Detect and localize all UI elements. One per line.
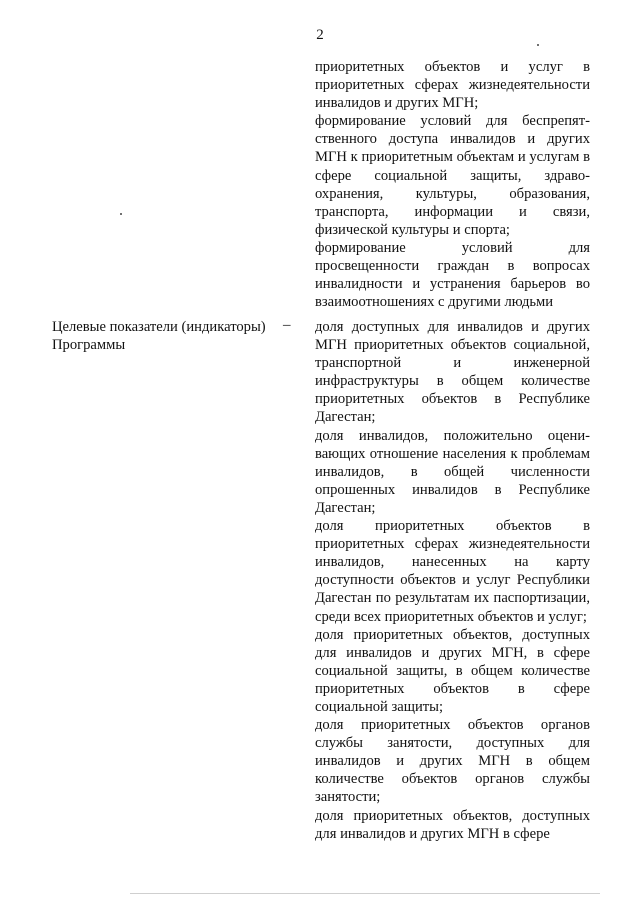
scan-speck [537, 44, 539, 46]
paragraph: доля доступных для инвалидов и других МГН приоритетных объектов социальной, транспортной и инженерной инфраструктуры в общем количестве приоритетных объектов в Республике Дагестан; [315, 319, 590, 426]
scan-edge-line [130, 893, 600, 894]
paragraph: формирование условий для беспрепят-ственного доступа инвалидов и других МГН к приоритетным объектам и услугам в сфере социальной защиты, здраво-охранения, культуры, образования, транспорта, информации и связи, физической культуры и спорта; [315, 113, 590, 238]
paragraph: доля приоритетных объектов в приоритетных сферах жизнедеятельности инвалидов, нанесенных на карту доступности объектов и услуг Республики Дагестан по результатам их паспортизации, среди всех приоритетных объектов и услуг; [315, 518, 590, 625]
page-number: 2 [316, 27, 324, 43]
paragraph: приоритетных объектов и услуг в приоритетных сферах жизнедеятельности инвалидов и других МГН; [315, 59, 590, 112]
section-dash: – [283, 317, 291, 333]
indicators-label: Целевые показатели (индикаторы) Программы [52, 319, 266, 354]
paragraph: доля приоритетных объектов, доступных для инвалидов и других МГН в сфере [315, 807, 590, 842]
indicators-block [315, 318, 590, 843]
goals-continued-block [315, 58, 590, 311]
paragraph: доля приоритетных объектов, доступных для инвалидов и других МГН, в сфере социальной защиты, в общем количестве приоритетных объектов в сфере социальной защиты; [315, 626, 590, 715]
paragraph: доля инвалидов, положительно оцени-вающих отношение населения к проблемам инвалидов, в общей численности опрошенных инвалидов в Республике Дагестан; [315, 427, 590, 516]
paragraph: формирование условий для просвещенности граждан в вопросах инвалидности и устранения барьеров во взаимоотношениях с другими людьми [315, 239, 590, 311]
paragraph: доля приоритетных объектов органов службы занятости, доступных для инвалидов и других МГН в общем количестве объектов органов службы занятости; [315, 717, 590, 806]
scan-speck [120, 213, 122, 215]
